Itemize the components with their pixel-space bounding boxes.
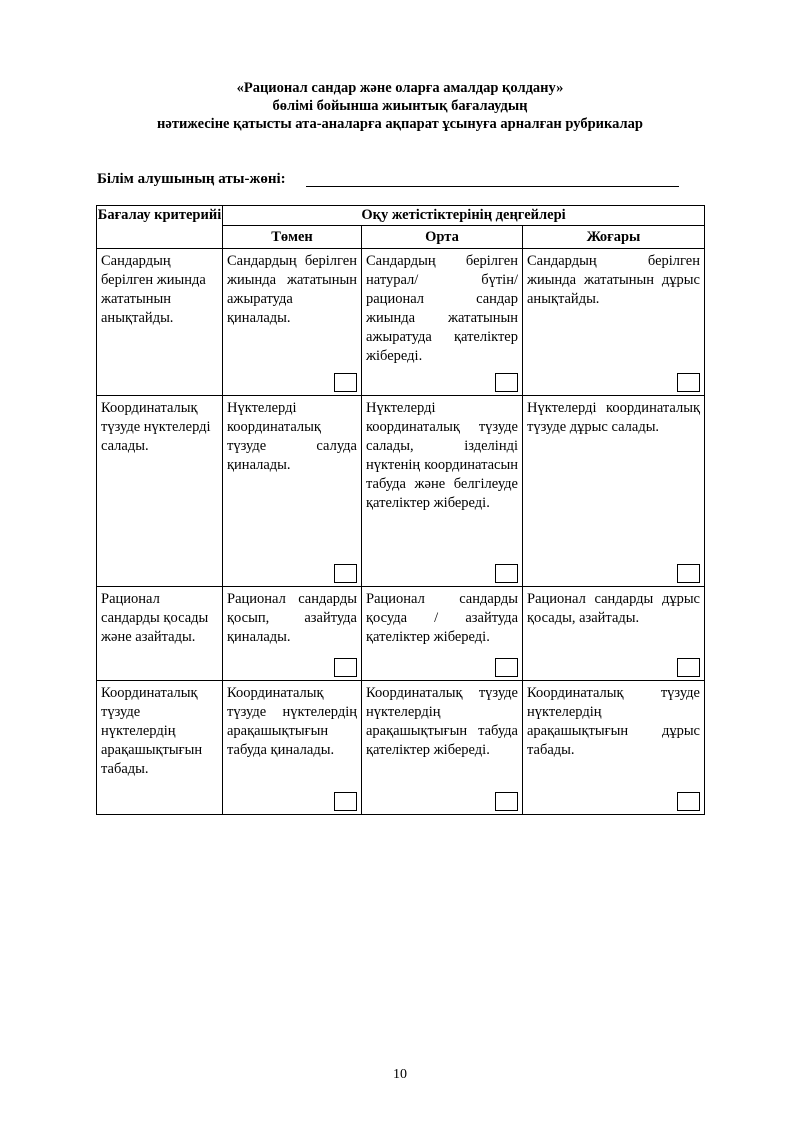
low-cell xyxy=(223,587,362,681)
document-title xyxy=(0,79,800,133)
title-line-3: нәтижесіне қатысты ата-аналарға ақпарат ұсынуға арналған рубрикалар xyxy=(157,116,643,132)
criteria-header: Бағалау критерийі xyxy=(97,206,223,249)
title-line-2: бөлімі бойынша жиынтық бағалаудың xyxy=(272,98,528,114)
high-cell xyxy=(523,249,705,396)
high-cell xyxy=(523,587,705,681)
mid-text: Сандардың берілген натурал/ бүтін/ рационал сандар жиында жататынын ажыратуда қателіктер жібереді. xyxy=(366,253,518,364)
high-text: Нүктелерді координаталық түзуде дұрыс салады. xyxy=(527,400,700,435)
low-cell xyxy=(223,249,362,396)
mid-text: Рационал сандарды қосуда / азайтуда қателіктер жібереді. xyxy=(366,591,518,645)
criterion-cell xyxy=(97,587,223,681)
mid-cell xyxy=(362,396,523,587)
low-text: Сандардың берілген жиында жататынын ажыратуда қиналады. xyxy=(227,253,357,326)
title-line-1: «Рационал сандар және оларға амалдар қолдану» xyxy=(236,80,564,96)
high-text: Координаталық түзуде нүктелердің арақашықтығын дұрыс табады. xyxy=(527,685,700,758)
low-text: Нүктелерді координаталық түзуде салуда қиналады. xyxy=(227,400,357,473)
mid-text: Нүктелерді координаталық түзуде салады, ізделінді нүктенің координатасын табуда және белгілеуде қателіктер жібереді. xyxy=(366,400,518,511)
levels-header: Оқу жетістіктерінің деңгейлері xyxy=(223,206,705,226)
criterion-cell xyxy=(97,249,223,396)
criterion-cell xyxy=(97,681,223,815)
mid-cell xyxy=(362,587,523,681)
checkbox[interactable] xyxy=(677,792,700,811)
level-high-header: Жоғары xyxy=(523,226,705,249)
mid-cell xyxy=(362,681,523,815)
low-cell xyxy=(223,396,362,587)
high-cell xyxy=(523,396,705,587)
low-text: Рационал сандарды қосып, азайтуда қиналады. xyxy=(227,591,357,645)
page-number: 10 xyxy=(393,1067,407,1082)
mid-cell xyxy=(362,249,523,396)
criterion-text: Сандардың берілген жиында жататынын анықтайды. xyxy=(101,253,206,326)
low-text: Координаталық түзуде нүктелердің арақашықтығын табуда қиналады. xyxy=(227,685,357,758)
criterion-text: Координаталық түзуде нүктелердің арақашықтығын табады. xyxy=(101,685,203,777)
checkbox[interactable] xyxy=(334,658,357,677)
high-text: Рационал сандарды дұрыс қосады, азайтады. xyxy=(527,591,700,626)
checkbox[interactable] xyxy=(677,564,700,583)
level-low-header: Төмен xyxy=(223,226,362,249)
checkbox[interactable] xyxy=(495,658,518,677)
criterion-cell xyxy=(97,396,223,587)
checkbox[interactable] xyxy=(495,792,518,811)
low-cell xyxy=(223,681,362,815)
high-text: Сандардың берілген жиында жататынын дұрыс анықтайды. xyxy=(527,253,700,307)
checkbox[interactable] xyxy=(334,373,357,392)
criterion-text: Рационал сандарды қосады және азайтады. xyxy=(101,591,209,645)
checkbox[interactable] xyxy=(495,564,518,583)
table-row xyxy=(97,396,705,587)
criterion-text: Координаталық түзуде нүктелерді салады. xyxy=(101,400,211,454)
rubric-table xyxy=(96,205,705,815)
level-mid-header: Орта xyxy=(362,226,523,249)
table-row xyxy=(97,587,705,681)
checkbox[interactable] xyxy=(334,792,357,811)
student-name-field[interactable] xyxy=(306,186,679,187)
mid-text: Координаталық түзуде нүктелердің арақашықтығын табуда қателіктер жібереді. xyxy=(366,685,518,758)
table-row xyxy=(97,681,705,815)
table-row xyxy=(97,249,705,396)
checkbox[interactable] xyxy=(334,564,357,583)
checkbox[interactable] xyxy=(495,373,518,392)
student-name-label: Білім алушының аты-жөні: xyxy=(97,171,286,187)
checkbox[interactable] xyxy=(677,658,700,677)
high-cell xyxy=(523,681,705,815)
checkbox[interactable] xyxy=(677,373,700,392)
